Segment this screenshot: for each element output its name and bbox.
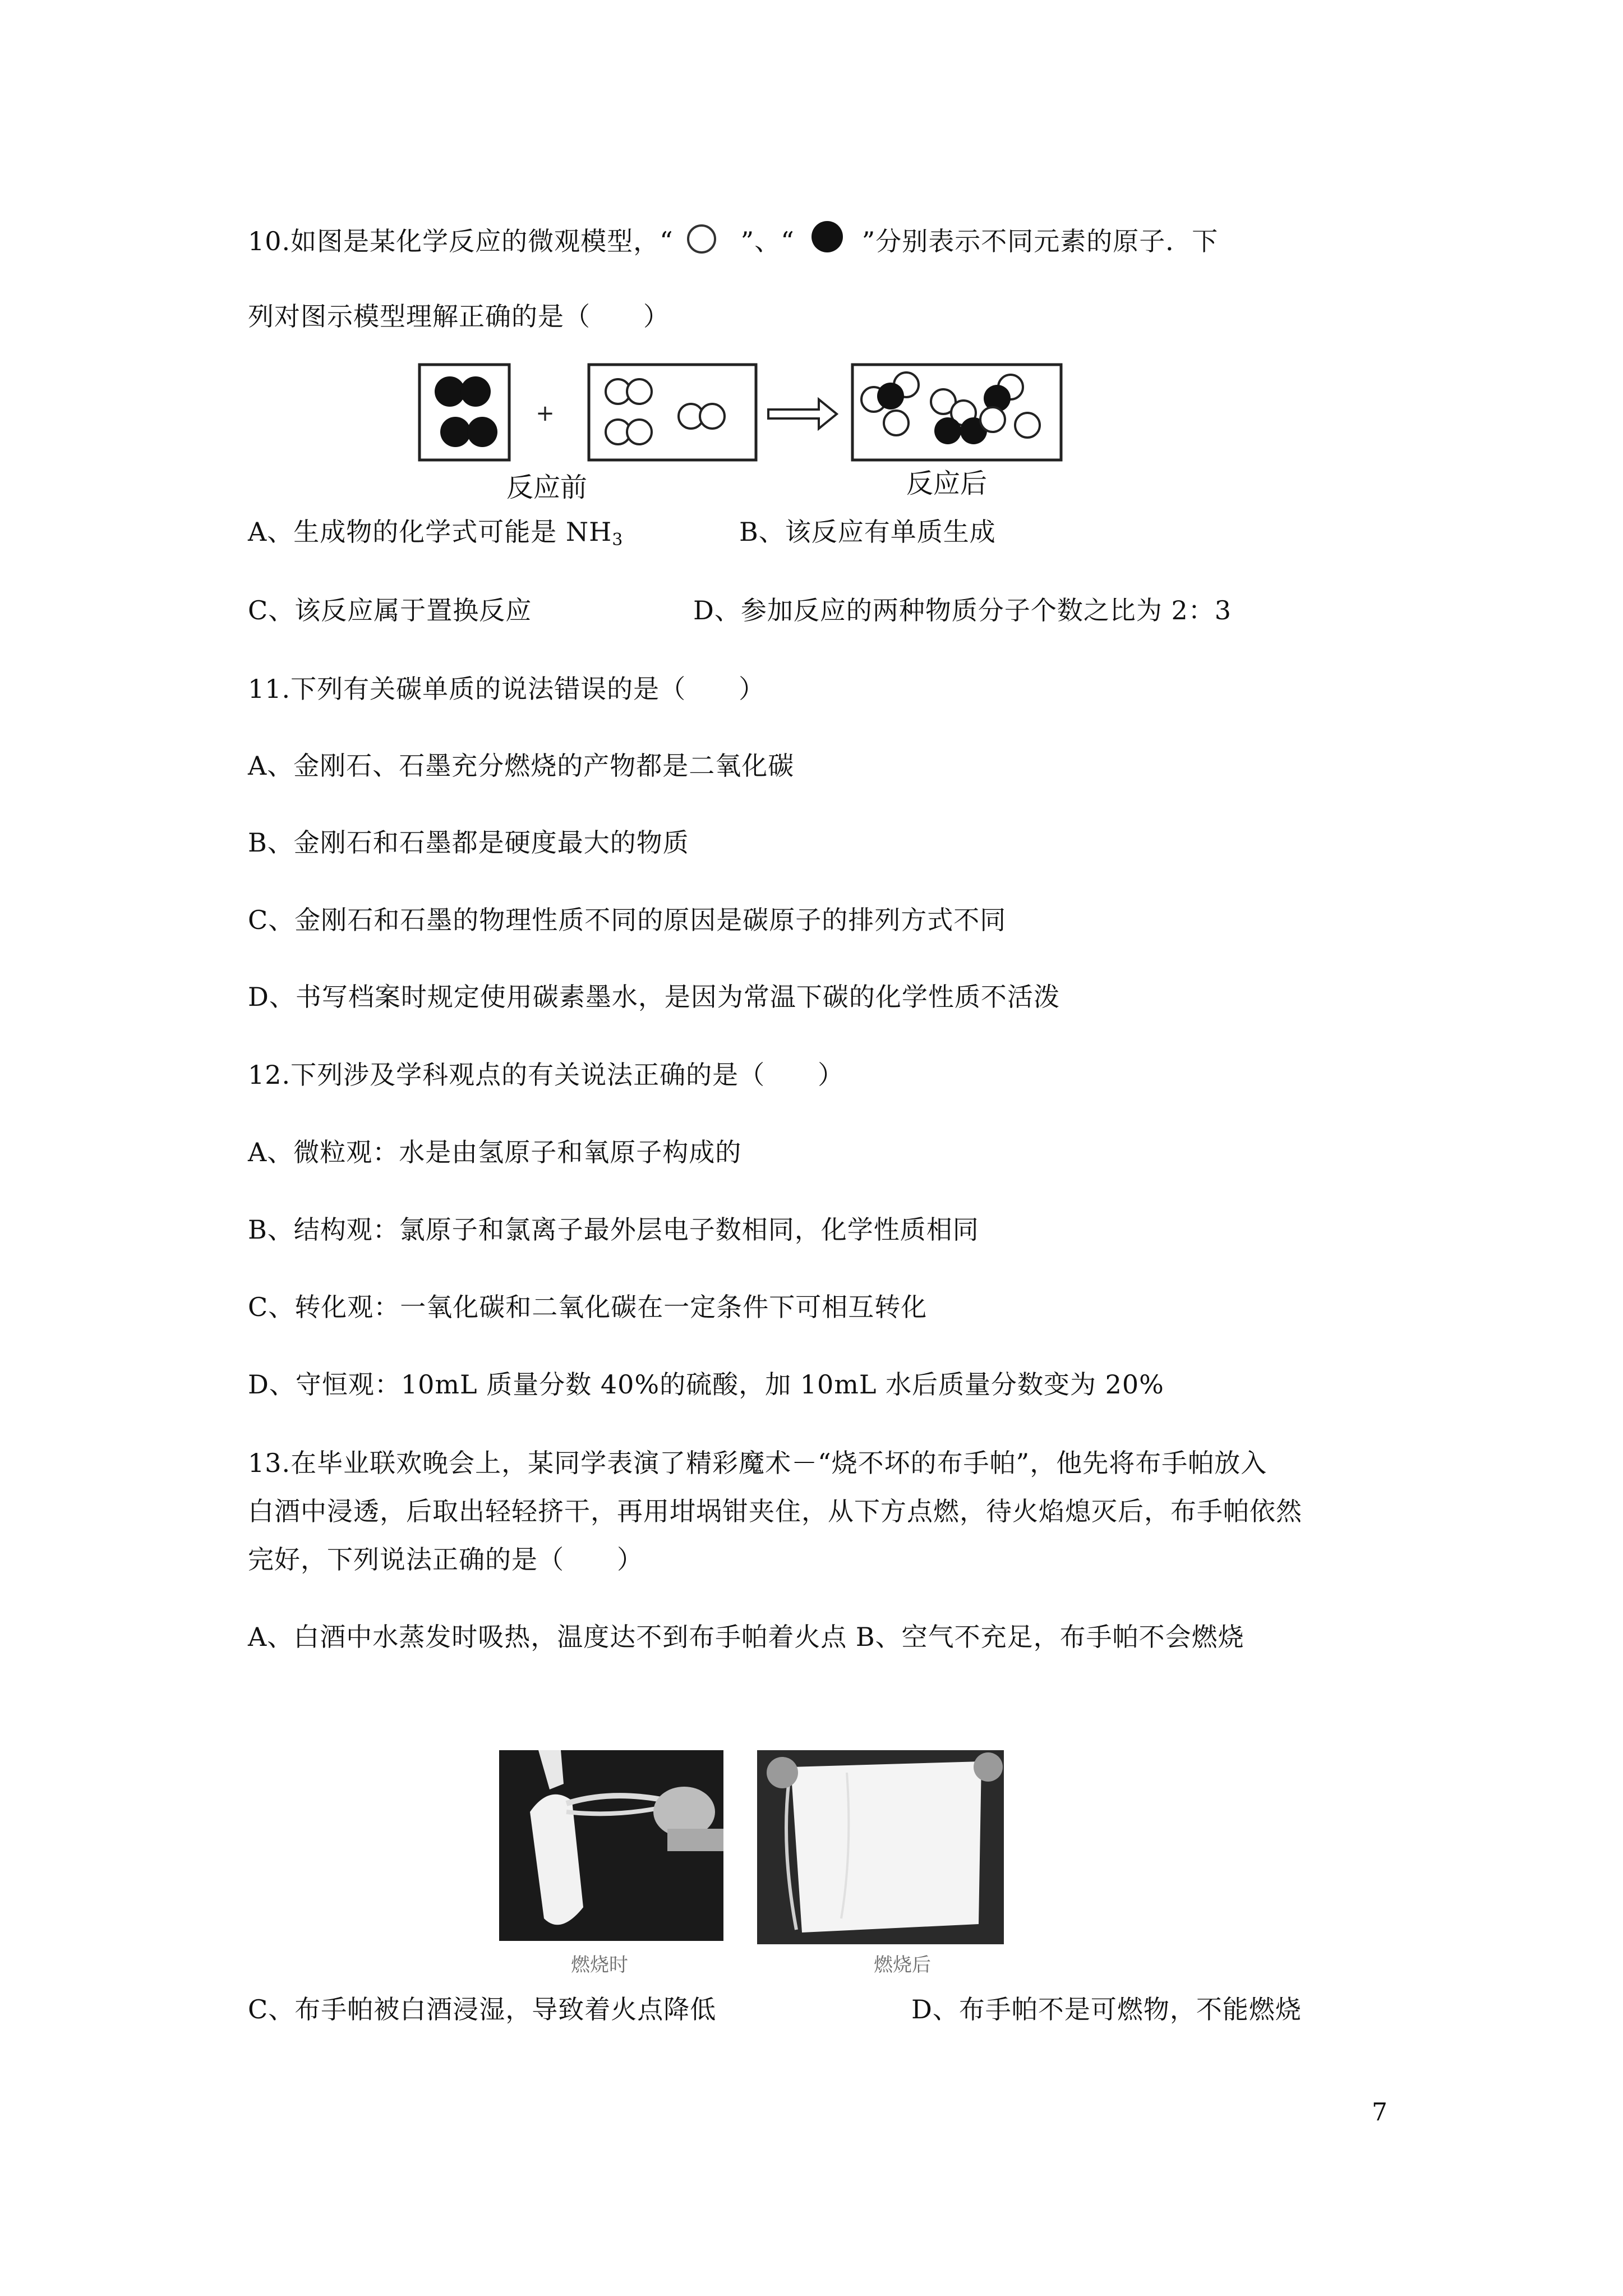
black-atom <box>435 376 465 407</box>
photo-after-caption: 燃烧后 <box>874 1954 931 1976</box>
black-circle-icon <box>795 227 862 260</box>
page-number: 7 <box>1372 2098 1387 2127</box>
q10-option-d[interactable]: D、参加反应的两种物质分子个数之比为 2：3 <box>693 595 1232 625</box>
q10-option-b[interactable]: B、该反应有单质生成 <box>739 517 996 547</box>
white-atom <box>700 404 725 429</box>
q12-option-a[interactable]: A、微粒观：水是由氢原子和氧原子构成的 <box>248 1137 742 1167</box>
q10-stem-part1: 10.如图是某化学反应的微观模型，“ <box>248 226 674 256</box>
q10-stem-line2: 列对图示模型理解正确的是（ ） <box>248 301 670 332</box>
plus-sign: + <box>536 401 555 426</box>
q13-option-c[interactable]: C、布手帕被白酒浸湿，导致着火点降低 <box>248 1994 717 2024</box>
white-circle-icon <box>674 227 741 260</box>
q11-option-a[interactable]: A、金刚石、石墨充分燃烧的产物都是二氧化碳 <box>248 751 795 781</box>
label-before: 反应前 <box>506 472 588 503</box>
reaction-arrow <box>768 399 837 429</box>
q13-option-d[interactable]: D、布手帕不是可燃物，不能燃烧 <box>911 1994 1302 2024</box>
white-atom <box>627 420 652 444</box>
q12-stem: 12.下列涉及学科观点的有关说法正确的是（ ） <box>248 1060 845 1090</box>
q13-stem-line3: 完好，下列说法正确的是（ ） <box>248 1544 643 1575</box>
reaction-diagram <box>415 359 1066 505</box>
photo-burning <box>499 1750 723 1941</box>
reactant-box-1 <box>419 365 509 460</box>
black-atom <box>934 417 961 444</box>
q11-option-b[interactable]: B、金刚石和石墨都是硬度最大的物质 <box>248 827 689 858</box>
photo-burning-caption: 燃烧时 <box>571 1954 628 1976</box>
black-atom <box>467 417 497 447</box>
q12-option-b[interactable]: B、结构观：氯原子和氯离子最外层电子数相同，化学性质相同 <box>248 1214 979 1245</box>
q10-option-a-subscript: 3 <box>612 530 624 550</box>
white-atom <box>884 411 909 435</box>
q12-option-d[interactable]: D、守恒观：10mL 质量分数 40%的硫酸，加 10mL 水后质量分数变为 20% <box>248 1369 1164 1400</box>
photo-after-burning <box>757 1750 1004 1944</box>
q13-option-ab[interactable]: A、白酒中水蒸发时吸热，温度达不到布手帕着火点 B、空气不充足，布手帕不会燃烧 <box>248 1622 1244 1652</box>
q11-option-d[interactable]: D、书写档案时规定使用碳素墨水，是因为常温下碳的化学性质不活泼 <box>248 982 1060 1012</box>
white-atom <box>980 407 1005 432</box>
white-atom <box>627 379 652 404</box>
q10-stem-part3: ”分别表示不同元素的原子．下 <box>861 226 1219 256</box>
q10-stem-line1 <box>248 224 1218 260</box>
black-atom <box>440 417 471 447</box>
q10-option-a[interactable] <box>248 515 623 549</box>
q13-stem-line1: 13.在毕业联欢晚会上，某同学表演了精彩魔术－“烧不坏的布手帕”，他先将布手帕放入 <box>248 1448 1267 1478</box>
black-atom <box>460 376 491 407</box>
q11-stem: 11.下列有关碳单质的说法错误的是（ ） <box>248 674 766 704</box>
q10-option-c[interactable]: C、该反应属于置换反应 <box>248 595 532 625</box>
label-after: 反应后 <box>906 468 988 499</box>
white-atom <box>1015 413 1040 438</box>
q11-option-c[interactable]: C、金刚石和石墨的物理性质不同的原因是碳原子的排列方式不同 <box>248 905 1007 935</box>
black-atom <box>877 383 904 409</box>
q12-option-c[interactable]: C、转化观：一氧化碳和二氧化碳在一定条件下可相互转化 <box>248 1292 928 1322</box>
q10-stem-part2: ”、“ <box>740 226 795 256</box>
q10-option-a-text: A、生成物的化学式可能是 NH <box>248 517 612 547</box>
q13-stem-line2: 白酒中浸透，后取出轻轻挤干，再用坩埚钳夹住，从下方点燃，待火焰熄灭后，布手帕依然 <box>248 1496 1302 1526</box>
